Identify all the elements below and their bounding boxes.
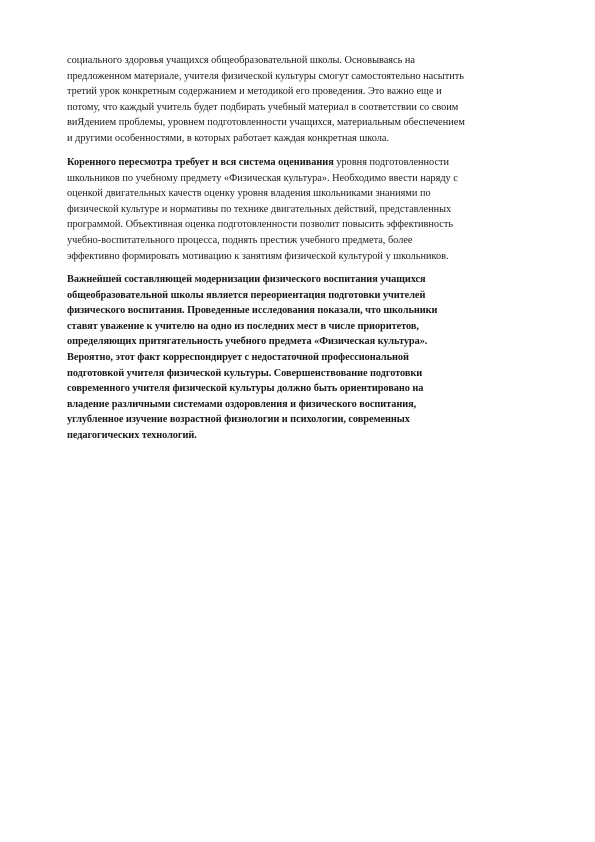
text-line: предложенном материале, учителя физической культуры смогут самостоятельно насытить	[67, 70, 464, 82]
text-line: ставят уважение к учителю на одно из последних мест в числе приоритетов,	[67, 320, 419, 332]
text-line: виЯдением проблемы, уровнем подготовленности учащихся, материальным обеспечением	[67, 117, 465, 129]
text-line: учебно-воспитательного процесса, поднять престиж учебного предмета, более	[67, 234, 413, 246]
text-line: и другими особенностями, в которых работает каждая конкретная школа.	[67, 132, 390, 144]
text-line: школьников по учебному предмету «Физическая культура». Необходимо ввести наряду с	[67, 172, 458, 184]
text-line: физического воспитания. Проведенные исследования показали, что школьники	[67, 305, 438, 317]
text-run: уровня подготовленности	[333, 157, 450, 168]
text-line: углубленное изучение возрастной физиологии и психологии, современных	[67, 414, 410, 426]
text-line: Важнейшей составляющей модернизации физического воспитания учащихся	[67, 274, 426, 285]
paragraph-3	[67, 272, 537, 444]
text-line: третий урок конкретным содержанием и методикой его проведения. Это важно еще и	[67, 86, 442, 98]
text-line: общеобразовательной школы является переориентация подготовки учителей	[67, 289, 426, 301]
text-line: современного учителя физической культуры должно быть ориентировано на	[67, 383, 424, 395]
bold-lead-text: Коренного пересмотра требует и вся система оценивания	[67, 157, 334, 168]
text-line: подготовкой учителя физической культуры. Совершенствование подготовки	[67, 367, 423, 379]
text-line: оценкой двигательных качеств оценку уровня владения школьниками знаниями по	[67, 188, 431, 200]
text-line: определяющих притягательность учебного предмета «Физическая культура».	[67, 336, 428, 348]
text-line	[67, 155, 537, 171]
text-line: эффективно формировать мотивацию к занятиям физической культурой у школьников.	[67, 250, 449, 262]
text-line: владение различными системами оздоровления и физического воспитания,	[67, 398, 417, 410]
text-line: Вероятно, этот факт корреспондирует с недостаточной профессиональной	[67, 351, 409, 363]
paragraph-2	[67, 155, 537, 264]
text-line: педагогических технологий.	[67, 429, 197, 441]
text-line: физической культуре и нормативы по технике двигательных действий, представленных	[67, 203, 452, 215]
paragraph-1	[67, 53, 537, 147]
text-line: потому, что каждый учитель будет подбирать учебный материал в соответствии со своим	[67, 101, 459, 113]
text-line: социального здоровья учащихся общеобразовательной школы. Основываясь на	[67, 55, 415, 66]
text-line: программой. Объективная оценка подготовленности позволит повысить эффективность	[67, 219, 454, 231]
